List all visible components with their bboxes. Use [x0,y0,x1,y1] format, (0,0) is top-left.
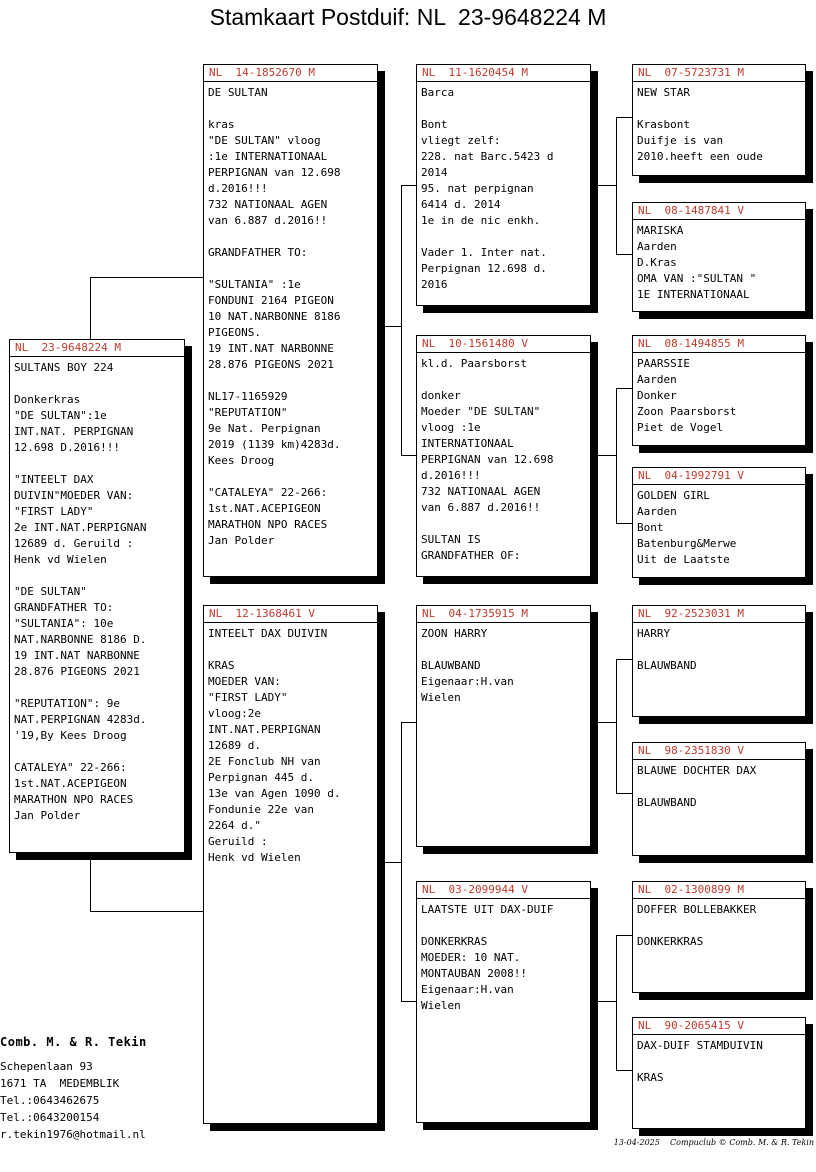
card-detail-line: BLAUWBAND [637,659,697,672]
card-details [637,356,803,436]
card-detail-line: NAT.PERPIGNAN 4283d. [14,713,147,726]
connector-line [90,853,91,911]
footer-credit: 13-04-2025 Compuclub © Comb. M. & R. Tekin [613,1138,814,1147]
connector-line [90,277,203,278]
card-details [208,85,375,549]
card-detail-line [208,469,375,485]
card-detail-line: kras [208,118,235,131]
divider [204,81,377,82]
card-detail-line: "SULTANIA" :1e [208,278,301,291]
card-detail-line: Fondunie 22e van [208,803,314,816]
card-detail-line: ZOON HARRY [421,627,488,640]
pigeon-card-subject [9,339,185,853]
card-detail-line [421,101,588,117]
card-detail-line: 1st.NAT.ACEPIGEON [208,502,321,515]
divider [417,898,590,899]
card-detail-line: d.2016!!! [421,469,481,482]
ring-number: NL 08-1494855 M [638,337,744,350]
card-detail-line: Henk vd Wielen [14,553,107,566]
pigeon-card-maternal-grandfather [416,605,591,847]
divider [633,898,805,899]
card-detail-line: Jan Polder [208,534,275,547]
card-detail-line: DUIVIN"MOEDER VAN: [14,489,134,502]
connector-line [597,455,616,456]
connector-line [401,455,416,456]
connector-line [401,722,402,1001]
card-detail-line: 19 INT.NAT NARBONNE [208,342,334,355]
card-detail-line: INTEELT DAX DUIVIN [208,627,328,640]
card-detail-line: Jan Polder [14,809,81,822]
card-detail-line: "SULTANIA": 10e [14,617,114,630]
card-detail-line: "DE SULTAN":1e [14,409,107,422]
card-detail-line: 10 NAT.NARBONNE 8186 [208,310,341,323]
card-detail-line [14,568,182,584]
card-detail-line: 12.698 D.2016!!! [14,441,120,454]
card-detail-line [208,373,375,389]
card-details [14,360,182,824]
card-detail-line: GRANDFATHER TO: [208,246,308,259]
card-detail-line: 2e INT.NAT.PERPIGNAN [14,521,147,534]
card-detail-line: d.2016!!! [208,182,268,195]
card-detail-line: 1st.NAT.ACEPIGEON [14,777,127,790]
card-detail-line: Krasbont [637,118,690,131]
card-detail-line: PERPIGNAN van 12.698 [208,166,341,179]
card-detail-line: Vader 1. Inter nat. [421,246,547,259]
card-detail-line: D.Kras [637,256,677,269]
pigeon-card-mother [203,605,378,1124]
card-detail-line: MONTAUBAN 2008!! [421,967,527,980]
card-detail-line: Uit de Laatste [637,553,730,566]
connector-line [401,1001,416,1002]
card-details [637,902,803,950]
card-detail-line [637,918,803,934]
card-detail-line: DONKERKRAS [637,935,704,948]
card-details [637,85,803,165]
card-detail-line: "CATALEYA" 22-266: [208,486,328,499]
connector-line [616,254,632,255]
card-detail-line: "FIRST LADY" [14,505,94,518]
card-detail-line: Donker [637,389,677,402]
card-detail-line: PAARSSIE [637,357,690,370]
card-detail-line [208,261,375,277]
card-detail-line: INTERNATIONAAL [421,437,514,450]
card-detail-line: Wielen [421,691,461,704]
card-detail-line: DOFFER BOLLEBAKKER [637,903,757,916]
card-detail-line: NEW STAR [637,86,690,99]
card-detail-line: 2E Fonclub NH van [208,755,321,768]
card-details [208,626,375,866]
card-detail-line: Perpignan 12.698 d. [421,262,547,275]
card-details [421,626,588,706]
card-detail-line [14,680,182,696]
card-detail-line: 2016 [421,278,448,291]
card-detail-line: Henk vd Wielen [208,851,301,864]
card-detail-line: Zoon Paarsborst [637,405,737,418]
owner-email: r.tekin1976@hotmail.nl [0,1128,146,1141]
card-detail-line: 19 INT.NAT NARBONNE [14,649,140,662]
divider [204,622,377,623]
card-details [637,626,803,674]
divider [633,622,805,623]
card-detail-line: "FIRST LADY" [208,691,288,704]
card-details [637,488,803,568]
card-detail-line: Kees Droog [208,454,275,467]
card-detail-line: GRANDFATHER TO: [14,601,114,614]
card-detail-line: Geruild : [208,835,268,848]
card-details [637,1038,803,1086]
card-detail-line [421,372,588,388]
divider [417,81,590,82]
ring-number: NL 14-1852670 M [209,66,315,79]
ring-number: NL 03-2099944 V [422,883,528,896]
card-detail-line: SULTAN IS [421,533,481,546]
ring-number: NL 23-9648224 M [15,341,121,354]
connector-line [616,659,632,660]
card-detail-line: 2010.heeft een oude [637,150,763,163]
connector-line [616,388,632,389]
card-detail-line: KRAS [208,659,235,672]
card-detail-line: HARRY [637,627,671,640]
card-detail-line [637,1054,803,1070]
card-detail-line: BLAUWBAND [421,659,481,672]
connector-line [616,659,617,793]
ring-number: NL 11-1620454 M [422,66,528,79]
divider [633,81,805,82]
connector-line [616,388,617,523]
card-detail-line: "REPUTATION": 9e [14,697,120,710]
divider [633,759,805,760]
connector-line [90,277,91,339]
connector-line [401,722,416,723]
connector-line [616,935,632,936]
card-detail-line: vloog :1e [421,421,481,434]
card-detail-line: Eigenaar:H.van [421,675,514,688]
card-detail-line: BLAUWE DOCHTER DAX [637,764,757,777]
divider [417,622,590,623]
card-detail-line: 1E INTERNATIONAAL [637,288,750,301]
ring-number: NL 98-2351830 V [638,744,744,757]
card-detail-line: KRAS [637,1071,664,1084]
connector-line [616,117,617,254]
card-detail-line: MARATHON NPO RACES [208,518,328,531]
card-detail-line: SULTANS BOY 224 [14,361,114,374]
card-detail-line: 12689 d. [208,739,261,752]
pigeon-card-paternal-grandfather [416,64,591,306]
connector-line [401,185,416,186]
card-detail-line [637,101,803,117]
card-detail-line: Donkerkras [14,393,81,406]
card-detail-line: INT.NAT.PERPIGNAN [208,723,321,736]
card-detail-line: kl.d. Paarsborst [421,357,527,370]
card-detail-line: DE SULTAN [208,86,268,99]
card-detail-line [637,779,803,795]
divider [417,352,590,353]
owner-address-line: 1671 TA MEDEMBLIK [0,1077,120,1090]
card-detail-line: :1e INTERNATIONAAL [208,150,328,163]
card-detail-line: Aarden [637,505,677,518]
connector-line [616,935,617,1070]
card-detail-line [421,642,588,658]
card-detail-line: MOEDER VAN: [208,675,281,688]
card-detail-line [208,229,375,245]
owner-block [0,1034,147,1143]
divider [633,484,805,485]
card-detail-line: "INTEELT DAX [14,473,94,486]
pigeon-card-great-grandparent [632,202,806,312]
connector-line [597,185,616,186]
ring-number: NL 90-2065415 V [638,1019,744,1032]
card-detail-line [208,101,375,117]
ring-number: NL 92-2523031 M [638,607,744,620]
card-details [637,763,803,811]
divider [633,219,805,220]
card-detail-line: vloog:2e [208,707,261,720]
card-detail-line: 732 NATIONAAL AGEN [421,485,541,498]
card-detail-line: BLAUWBAND [637,796,697,809]
card-detail-line: Moeder "DE SULTAN" [421,405,541,418]
card-detail-line: '19,By Kees Droog [14,729,127,742]
card-detail-line: Aarden [637,373,677,386]
card-detail-line: "DE SULTAN" [14,585,87,598]
card-detail-line: Perpignan 445 d. [208,771,314,784]
connector-line [616,793,632,794]
owner-address-line: Schepenlaan 93 [0,1060,93,1073]
card-detail-line: NL17-1165929 [208,390,288,403]
connector-line [616,523,632,524]
card-detail-line: 9e Nat. Perpignan [208,422,321,435]
divider [633,1034,805,1035]
pigeon-card-great-grandparent [632,64,806,176]
card-detail-line: INT.NAT. PERPIGNAN [14,425,134,438]
ring-number: NL 08-1487841 V [638,204,744,217]
card-detail-line: Barca [421,86,455,99]
card-detail-line: CATALEYA" 22-266: [14,761,127,774]
card-detail-line: "DE SULTAN" vloog [208,134,321,147]
card-detail-line [421,229,588,245]
card-detail-line [421,516,588,532]
connector-line [597,1001,616,1002]
divider [633,352,805,353]
card-details [421,356,588,564]
card-detail-line: 2264 d." [208,819,261,832]
card-detail-line: PERPIGNAN van 12.698 [421,453,554,466]
card-detail-line: van 6.887 d.2016!! [421,501,541,514]
pigeon-card-great-grandparent [632,605,806,717]
card-detail-line: OMA VAN :"SULTAN " [637,272,757,285]
card-detail-line: FONDUNI 2164 PIGEON [208,294,334,307]
card-detail-line: vliegt zelf: [421,134,501,147]
card-detail-line: NAT.NARBONNE 8186 D. [14,633,147,646]
connector-line [616,117,632,118]
card-detail-line: 1e in de nic enkh. [421,214,541,227]
card-detail-line: DONKERKRAS [421,935,488,948]
card-detail-line [421,918,588,934]
card-detail-line: GOLDEN GIRL [637,489,710,502]
ring-number: NL 02-1300899 M [638,883,744,896]
card-detail-line: 12689 d. Geruild : [14,537,134,550]
card-detail-line [208,642,375,658]
card-detail-line: "REPUTATION" [208,406,288,419]
card-detail-line: DAX-DUIF STAMDUIVIN [637,1039,763,1052]
ring-number: NL 04-1735915 M [422,607,528,620]
card-details [637,223,803,303]
card-detail-line: 2014 [421,166,448,179]
connector-line [401,185,402,455]
card-detail-line: 13e van Agen 1090 d. [208,787,341,800]
ring-number: NL 04-1992791 V [638,469,744,482]
card-detail-line: Aarden [637,240,677,253]
ring-number: NL 07-5723731 M [638,66,744,79]
connector-line [385,862,401,863]
card-details [421,85,588,293]
connector-line [616,1070,632,1071]
card-detail-line: 28.876 PIGEONS 2021 [208,358,334,371]
card-detail-line: 6414 d. 2014 [421,198,501,211]
card-detail-line: Batenburg&Merwe [637,537,737,550]
owner-phone-line: Tel.:0643462675 [0,1094,100,1107]
card-detail-line: 95. nat perpignan [421,182,534,195]
card-detail-line: Piet de Vogel [637,421,724,434]
owner-phone-line: Tel.:0643200154 [0,1111,100,1124]
pigeon-card-maternal-grandmother [416,881,591,1123]
pigeon-card-paternal-grandmother [416,335,591,577]
card-detail-line [14,744,182,760]
page-title: Stamkaart Postduif: NL 23-9648224 M [209,4,607,30]
card-detail-line: 732 NATIONAAL AGEN [208,198,328,211]
owner-name: Comb. M. & R. Tekin [0,1035,147,1049]
card-detail-line: 2019 (1139 km)4283d. [208,438,341,451]
card-detail-line: MARISKA [637,224,684,237]
pigeon-card-great-grandparent [632,467,806,578]
card-detail-line: donker [421,389,461,402]
card-detail-line: Bont [421,118,448,131]
card-detail-line: Eigenaar:H.van [421,983,514,996]
card-detail-line: van 6.887 d.2016!! [208,214,328,227]
connector-line [597,722,616,723]
card-detail-line: Duifje is van [637,134,724,147]
connector-line [90,911,203,912]
pigeon-card-great-grandparent [632,1017,806,1129]
ring-number: NL 12-1368461 V [209,607,315,620]
divider [10,356,184,357]
card-detail-line: LAATSTE UIT DAX-DUIF [421,903,554,916]
pigeon-card-great-grandparent [632,335,806,446]
pigeon-card-great-grandparent [632,742,806,856]
connector-line [385,326,401,327]
pigeon-card-father [203,64,378,577]
card-detail-line: GRANDFATHER OF: [421,549,521,562]
card-detail-line: 228. nat Barc.5423 d [421,150,554,163]
card-detail-line [637,642,803,658]
card-detail-line: Bont [637,521,664,534]
card-detail-line: MOEDER: 10 NAT. [421,951,521,964]
card-detail-line: MARATHON NPO RACES [14,793,134,806]
card-detail-line: PIGEONS. [208,326,261,339]
card-detail-line [14,376,182,392]
ring-number: NL 10-1561480 V [422,337,528,350]
card-detail-line [14,456,182,472]
card-details [421,902,588,1014]
card-detail-line: 28.876 PIGEONS 2021 [14,665,140,678]
card-detail-line: Wielen [421,999,461,1012]
pigeon-card-great-grandparent [632,881,806,993]
